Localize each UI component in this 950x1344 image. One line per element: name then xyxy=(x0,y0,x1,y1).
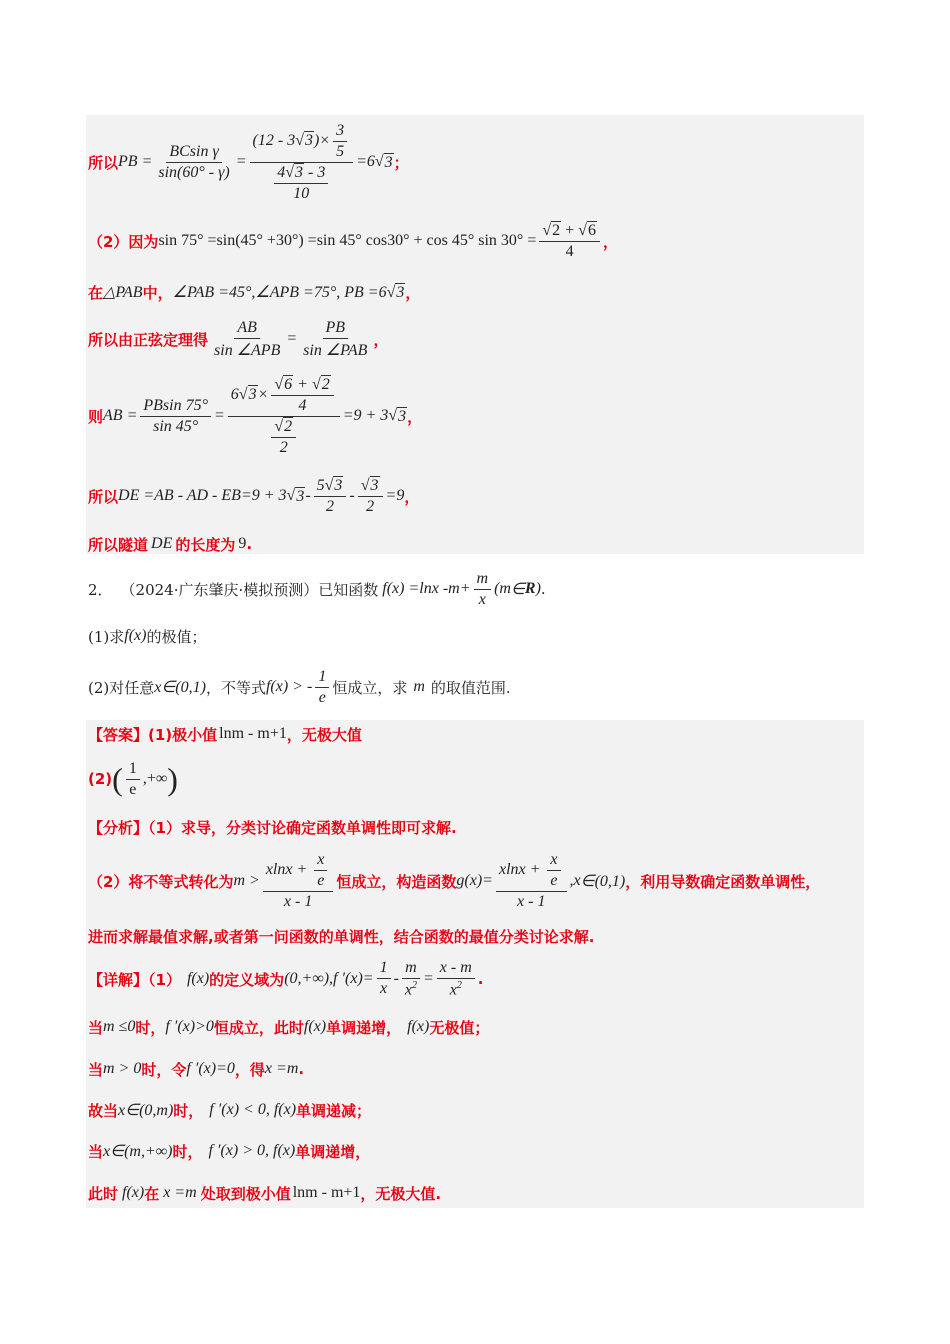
final-line xyxy=(88,1180,441,1206)
question2-part2-prefix: (2)对任意 xyxy=(88,678,155,697)
question2-part1-end: 的极值； xyxy=(146,627,207,646)
inc-interval: x∈(m,+∞) xyxy=(103,1143,173,1160)
case2-end: . xyxy=(298,1060,305,1078)
analysis-cont-line xyxy=(88,924,594,948)
tunnel-value: 9 xyxy=(238,535,247,552)
dec-line xyxy=(88,1097,371,1123)
case2-eq: f ′(x)=0 xyxy=(186,1060,235,1077)
inc-prefix: 当 xyxy=(88,1142,104,1161)
detail-label: 【详解】（1） xyxy=(88,970,181,989)
inc-line xyxy=(88,1138,370,1164)
final-end: ，无极大值. xyxy=(360,1184,442,1203)
question2-part2-line xyxy=(88,665,511,709)
inc-end: 单调递增， xyxy=(295,1142,371,1161)
sine-end: ， xyxy=(373,330,389,349)
question2-part2-mid2: 恒成立，求 xyxy=(332,678,408,697)
question2-end: . xyxy=(540,580,546,598)
detail-fx: f(x) xyxy=(186,970,210,987)
dec-end: 单调递减； xyxy=(296,1101,372,1120)
inc-expr: f ′(x) > 0, f(x) xyxy=(208,1142,296,1159)
de-end: ， xyxy=(404,487,420,506)
case2-line xyxy=(88,1056,304,1082)
triangle-mid: 中， xyxy=(142,283,173,302)
answer-label: 【答案】(1)极小值 xyxy=(88,725,218,744)
case1-mid2: 恒成立，此时 xyxy=(213,1018,304,1037)
ab-formula: AB = $\frac{PBsin 75^\circ}{\sin 45^\circ}$ = 6√ 3× √ $\frac{6 + √ 2}{4}$ √ $\frac{2}{2}$ =9 + 3 √ 3 xyxy=(103,376,407,457)
de-formula: DE =AB - AD - EB =9 + 3 √ 3 - $\frac{5√ 3}{2}$ - √ $\frac{3}{2}$ =9 xyxy=(118,477,404,516)
analysis-p2-mid: 恒成立，构造函数 xyxy=(336,872,457,891)
analysis-label: 【分析】（1）求导，分类讨论确定函数单调性即可求解. xyxy=(88,818,457,837)
question2-function: f ( x ) =lnx - m + $\frac{m}{x}$ ( m ∈ R ) xyxy=(382,569,541,608)
de-prefix: 所以 xyxy=(88,487,119,506)
q2-end: ， xyxy=(602,232,618,251)
ab-prefix: 则 xyxy=(88,407,104,426)
triangle-line xyxy=(88,279,420,305)
pb-prefix: 所以 xyxy=(88,153,119,172)
pb-end: ； xyxy=(393,153,409,172)
case1-fx2: f(x) xyxy=(407,1018,430,1035)
tunnel-end: . xyxy=(246,535,253,553)
question2-part2-interval: x∈(0,1) xyxy=(154,679,206,696)
question2-part2-ineq: f ( x ) > - $\frac{1}{e}$ xyxy=(266,668,332,707)
sine-prefix: 所以由正弦定理得 xyxy=(88,330,209,349)
analysis-p2-g: g ( x )= xlnx + $\frac{x}{e}$ x - 1 , x ∈(0,1) xyxy=(456,851,626,910)
answer-part2-line xyxy=(88,756,178,802)
analysis-p2-ineq: m > xlnx + $\frac{x}{e}$ x - 1 xyxy=(233,851,336,911)
answer-part2-label: (2) xyxy=(88,770,113,788)
inc-mid: 时， xyxy=(172,1142,203,1161)
final-prefix: 此时 xyxy=(88,1184,119,1203)
triangle-values: ∠PAB =45°,∠APB =75°, PB =6√ 3 xyxy=(173,282,406,302)
answer-line xyxy=(88,722,362,746)
case2-prefix: 当 xyxy=(88,1060,104,1079)
question2-number: 2． xyxy=(88,580,113,599)
question2-line xyxy=(88,567,546,611)
question2-part2-end: 的取值范围. xyxy=(430,678,511,697)
question2-source: （2024·广东肇庆·模拟预测）已知函数 xyxy=(120,580,379,599)
case2-mid: 时，令 xyxy=(141,1060,187,1079)
analysis-p2-prefix: （2）将不等式转化为 xyxy=(88,872,234,891)
sin75-formula: sin 75° =sin(45° +30°) =sin 45° cos30° + cos 45° sin 30° = √ $\frac{2 + √ 6}{4}$ xyxy=(158,222,603,261)
case1-mid: 时， xyxy=(135,1018,166,1037)
answer-expr: lnm - m+1 xyxy=(219,725,287,742)
case2-root: x =m xyxy=(264,1060,299,1077)
analysis-p2-end: ，利用导数确定函数单调性， xyxy=(625,872,821,891)
sine-law-line xyxy=(88,316,388,362)
dec-expr: f ′(x) < 0, f(x) xyxy=(209,1101,297,1118)
de-line xyxy=(88,473,419,519)
ab-end: ， xyxy=(407,407,423,426)
answer-tail: ，无极大值 xyxy=(286,725,362,744)
case2-cond: m > 0 xyxy=(103,1060,142,1077)
tunnel-line xyxy=(88,532,252,556)
question2-part1: (1)求 xyxy=(88,627,125,646)
case1-deriv: f ′(x)>0 xyxy=(165,1018,214,1035)
answer-part2-interval: ( $\frac{1}{e}$ ,+∞ ) xyxy=(112,759,178,798)
triangle-end: ， xyxy=(405,283,421,302)
case1-mid3: 单调递增， xyxy=(326,1018,402,1037)
question2-part2-m: m xyxy=(413,678,425,695)
case2-mid2: ，得 xyxy=(234,1060,265,1079)
case1-end: 无极值； xyxy=(429,1018,490,1037)
detail-dot: . xyxy=(477,970,484,988)
analysis-line xyxy=(88,815,457,839)
detail-line xyxy=(88,956,484,1002)
question2-part1-line xyxy=(88,624,206,648)
case1-prefix: 当 xyxy=(88,1018,104,1037)
sin75-line xyxy=(88,217,618,265)
sine-law-formula: $\frac{AB}{\text{sin ∠APB}}$ = $\frac{PB}{\text{sin ∠PAB}}$ xyxy=(214,318,368,359)
pb-fraction-1: $\frac{\text{BCsin γ}}{\sin(60^\circ - \gamma)}$ xyxy=(158,142,230,181)
tunnel-prefix: 所以隧道 xyxy=(88,535,149,554)
detail-domain-text: 的定义域为 xyxy=(209,970,285,989)
case1-fx: f(x) xyxy=(303,1018,327,1035)
triangle-prefix: 在 xyxy=(88,283,104,302)
dec-prefix: 故当 xyxy=(88,1101,119,1120)
dec-interval: x∈(0,m) xyxy=(118,1102,174,1119)
ab-line xyxy=(88,370,422,462)
case1-line xyxy=(88,1014,489,1040)
analysis-p2-line xyxy=(88,850,820,912)
analysis-cont: 进而求解最值求解,或者第一问函数的单调性，结合函数的最值分类讨论求解. xyxy=(88,927,595,946)
final-expr: lnm - m+1 xyxy=(292,1184,361,1201)
question2-part2-mid: ，不等式 xyxy=(205,678,266,697)
triangle-name: △PAB xyxy=(103,284,143,301)
dec-mid: 时， xyxy=(173,1101,204,1120)
final-mid: 在 xyxy=(144,1184,160,1203)
question2-part1-fx: f(x) xyxy=(124,627,147,644)
pb-formula: PB = $\frac{\text{BCsin γ}}{\sin(60^\circ - \gamma)}$ = (12 - 3√ 3)× $\frac{3}{5}$ $\frac{4√ 3 - 3}{10}$ =6 √ 3 xyxy=(118,122,394,203)
final-fx: f(x) xyxy=(122,1184,145,1201)
tunnel-mid: 的长度为 xyxy=(175,535,236,554)
final-point: x =m xyxy=(163,1184,197,1201)
pb-equation-line xyxy=(88,118,409,206)
pb-fraction-2: (12 - 3√ 3)× $\frac{3}{5}$ $\frac{4√ 3 - 3}{10}$ xyxy=(250,122,354,203)
tunnel-de: DE xyxy=(151,535,173,552)
final-mid2: 处取到极小值 xyxy=(200,1184,291,1203)
case1-cond: m ≤0 xyxy=(103,1018,136,1035)
detail-derivative: (0,+∞), f ′ ( x )= $\frac{1}{x}$ - $\frac{m}{x^2}$ = $\frac{x - m}{x^2}$ xyxy=(284,959,478,999)
q2-prefix: （2）因为 xyxy=(88,232,159,251)
